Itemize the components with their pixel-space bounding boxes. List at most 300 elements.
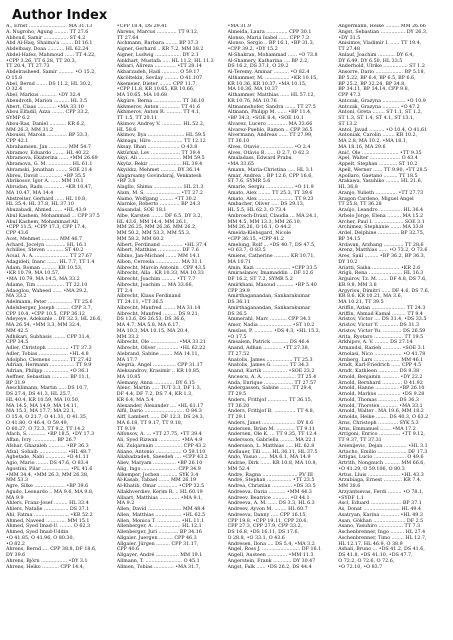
index-entry: Allen, David ...................... MM 48.4 xyxy=(116,507,205,512)
index-entry: Andreev, Ayvon M. ........ HL 60.7 xyxy=(227,507,308,512)
index-entry: Alagllo, Shima ................... HL 21.3 xyxy=(116,185,204,190)
index-entry: Arigü, Rena ...................... HL 16.3 xyxy=(338,271,424,277)
index-entry: •MA 31.9 xyxy=(227,24,251,29)
index-entry: Albrecht, Oliver .............. •HL 62.22 xyxy=(116,346,206,351)
index-entry: Artacho, Emilio ................... DF 17.3 xyxy=(338,449,428,455)
index-entry: MA 9.9 xyxy=(6,495,24,501)
index-entry: Arnold, Hanne ............... •BP 26.10 xyxy=(338,386,425,392)
index-entry: Andersen, Ole K. ... TT 9.35, TT 12.4 xyxy=(227,432,317,438)
index-entry: Allgaier, Jürgen ......... CPP 31.17, xyxy=(116,541,199,547)
index-entry: HL 43.6, MM 14.4, MM 26.1, xyxy=(116,219,189,225)
index-entry: Agbetade, Nabi ............. •O 41.11 xyxy=(6,455,89,461)
index-entry: Albe, Karsten ........ DF 6.5, DY 3.2, xyxy=(116,213,203,219)
index-entry: Asano, Yasuhiro ................ TT 7.3 xyxy=(338,524,421,530)
index-entry: Abendroth, Marion .......... HL 3.5 xyxy=(6,98,88,104)
index-entry: MA 10.65, MA 10.68 xyxy=(116,93,168,98)
index-entry: KR 10.36, KR 10.37, •MA 10.15, xyxy=(227,81,307,87)
index-entry: Aristov, Victor Yu. ............ DS 26.59 xyxy=(338,328,426,334)
index-entry: CPP 47.3 xyxy=(338,93,361,98)
index-entry: MM 58.2, MM 60.2 xyxy=(116,236,164,242)
index-entry: Alfil, Dario .......................... O 84.3 xyxy=(116,409,202,415)
index-entry: Apel, Walter .................... O 43.4 xyxy=(338,156,418,162)
index-entry: TT 20.4, TT 27.73 xyxy=(6,64,50,70)
index-entry: Anatolis, James G. .......... TT 34.3 xyxy=(227,363,309,369)
index-entry: Angerstein, Frank ............ DY 30.47 xyxy=(227,558,316,564)
index-entry: Anda, Enrique ................... TT 27.57 xyxy=(227,380,317,386)
index-entry: Abramski, Jonathan ........ SOE 21.4 xyxy=(6,167,93,173)
index-entry: A. Nugroho, Agung ......... TT 27.6 xyxy=(6,29,89,35)
index-entry: Arnold, Thomas ............. DS 36.3 xyxy=(338,397,419,403)
index-entry: Ando, Yasuo ...... MA 6.1, MA 14.9 xyxy=(227,455,311,461)
index-entry: •CPP 39.2, •DY 15.2 xyxy=(227,47,278,52)
index-entry: Appelt, Stephan ............ ST 10.2 xyxy=(338,162,418,167)
index-entry: Arnolasi, Nico .................. •O 41.78 xyxy=(338,351,426,357)
index-entry: Arnold, Walter . MA 19.6, MM 18.2 xyxy=(338,409,424,415)
index-entry: Akhmerov, Anton R. .......... TT 4.1, xyxy=(116,110,201,116)
index-entry: Andersson, Gabriella ......... MA 22.1 xyxy=(227,438,316,443)
index-entry: Andrae, Dirk ....... KR 10.8, MA 10.8, xyxy=(227,461,318,466)
index-entry: Amsalem, Patrick ........... DS 46.4 xyxy=(227,340,310,346)
index-entry: HL 35.4, HL 37.8, HL 37.10 xyxy=(6,202,74,208)
index-entry: Adler, Christoph .............. •TT 37.3 xyxy=(6,346,92,351)
index-entry: André, Stephan ................ •TT 23.5 xyxy=(227,478,315,484)
index-entry: Abreu, David ............... •BP 35.5 xyxy=(6,173,86,179)
index-entry: •BP 3.8 xyxy=(116,179,136,185)
index-entry: Alfonsov, A. ... •TT 27.75, •TT 39.4 xyxy=(116,432,202,438)
index-entry: Anders, Janet ...................... DY 8.6 xyxy=(227,420,314,426)
index-entry: Ariffin, Ahmad Kamal ......... TT 9.4 xyxy=(338,311,423,317)
index-entry: A., Ernst ......................... MA 31.13 xyxy=(6,24,93,29)
index-entry: Andreeva, A. M. ...... DS 3.3, HL 6.3 xyxy=(227,501,315,507)
index-entry: Allmann, T. ........................ O 45.1 xyxy=(116,558,200,564)
index-entry: Ahrens, Björn ................. •DY 3.1 xyxy=(6,558,88,564)
index-entry: Artus, Lluis ..................... •HL 43.3 xyxy=(338,472,424,478)
index-entry: Albrecht, Manfred ........ MA 31.14 xyxy=(116,305,201,311)
index-entry: BP 34.15 xyxy=(338,236,361,242)
index-entry: Alonso, Maria Isabel ...... CPP 7.3 xyxy=(227,35,309,41)
index-entry: Alemany, Anna ............. DY 6.15 xyxy=(116,380,195,386)
index-entry: CPP 43.6 xyxy=(6,231,29,236)
index-entry: Anderhold, Ulrike ................ ST 1.2 xyxy=(338,64,425,70)
index-entry: Amirkhani, Masoud ........... •BP 5.40 xyxy=(227,282,317,288)
index-entry: Antczak, Grazyna ........... •O 47.2 xyxy=(338,104,420,110)
index-entry: As, Donat ........................ HL 49.4 xyxy=(338,507,422,512)
index-entry: •KR 10.79, MA 10.57, xyxy=(6,271,60,277)
index-entry: BP 34.11, BP 34.14, CPP 9.8, xyxy=(338,87,410,93)
index-entry: Andreeva, Danny ..... CPP 16.15, xyxy=(227,512,307,518)
index-entry: Akbarzadeh, Hadi ........... O 59.17 xyxy=(116,70,200,75)
index-column-4 xyxy=(338,24,447,634)
index-entry: Albert, Matthias ............... DF 7.6 xyxy=(116,248,199,254)
index-entry: Abboud, Samir ................ ST 4.2 xyxy=(6,35,86,41)
index-entry: Aeschlimann, Martin ..... DS 10.7, xyxy=(6,386,89,392)
index-entry: Arnolds, Heike ........ DS 40.3, O 63.2 xyxy=(338,415,429,420)
page-title: Author Index xyxy=(12,8,108,23)
index-entry: Asatryan, Karina ............ •HL 49.3 xyxy=(338,512,423,518)
index-entry: MA 10.85 xyxy=(116,374,141,380)
index-entry: MA 4.7, MA 5.8, MA 6.17, xyxy=(116,323,181,328)
index-entry: Andersen, Brian M. ............ TT 9.11 xyxy=(227,426,315,432)
index-entry: Abuzabadi, Ahmed ...... •HL 43.9 xyxy=(6,208,87,213)
index-entry: Ancescu, A. A. ..................... TT 25.4 xyxy=(227,374,317,380)
index-entry: Ameida-Kiebsgard, Nicole xyxy=(227,231,291,236)
index-entry: Alagarsamy Govindaraj, Venkatesh xyxy=(116,173,202,179)
index-entry: MA 10.21, TT 39.5 xyxy=(338,300,384,305)
index-entry: Aigner, Gerhard .. KR 7.2, MM 38.2 xyxy=(116,47,204,52)
index-entry: Aristov, Victor Y. ............ DS 31.3 xyxy=(338,323,419,328)
index-entry: CPP 10.4, •CPP 10.5, CPP 36.12 xyxy=(6,311,85,317)
index-entry: Araújo, Leandro ............... HL 36.4 xyxy=(338,208,424,213)
index-entry: Aranjo, Yulieth .............. •TT 27.73 xyxy=(338,190,424,196)
index-entry: Amato, Alex ........ TT 25.3, TT 39.6 xyxy=(227,190,313,196)
index-entry: KR 6.4, MA 5.4 xyxy=(116,397,154,403)
index-entry: Amsüss, P. ............ •DS 4.3, •HL 15.3, xyxy=(227,328,321,334)
index-entry: Alasandal, SOE 18.1 xyxy=(116,208,167,213)
index-entry: Arita, Ryotaro ................... TT 19.5 xyxy=(338,334,424,340)
index-entry: Abd Al-Haq, Shaima'a ........ DI 16.1 xyxy=(6,41,93,47)
index-entry: Agre, Silke .................... •BP 39.6 xyxy=(6,484,89,489)
index-entry: Ahlers, Natalie ................ DS 37.1 xyxy=(6,507,90,512)
index-entry: HL 40.4, KR 10.59, MA 10.50, xyxy=(6,397,80,403)
index-entry: Arbelo Jorge, Elena ......... MA 15.2 xyxy=(338,213,424,219)
index-entry: Arzubiaga, Ernest ............ KR 7.4, xyxy=(338,478,422,484)
index-entry: Allmen, Tobias ............. •MA 31.7, xyxy=(116,564,201,570)
index-entry: Alegría, Ángel ............... CPP 31.17 xyxy=(116,363,203,369)
index-entry: Arrigoni, Enrico .............. •TT 9.12, xyxy=(338,432,425,438)
index-entry: Amar, Andrea .. BP 12.6, CPP 16.6, xyxy=(227,173,313,179)
index-entry: Altmann, Philipp M. ...... •BP 11.4, xyxy=(227,110,312,116)
index-entry: Akgüre, Berna .................. TT 36.10 xyxy=(116,98,205,104)
index-entry: Arns, Emmanuel ....... •MA 17.2 xyxy=(338,426,416,432)
index-entry: Ahmed, Syed Imad-Uddin xyxy=(6,530,69,535)
index-entry: Althammer, Matthias ...... HL 57.12, xyxy=(227,93,316,98)
index-entry: •O 41.29, O 59.106, O 80.3 xyxy=(338,466,405,472)
index-entry: KR 10.76, MA 10.76 xyxy=(227,98,277,104)
index-entry: Adame, Tim .................. TT 22.10 xyxy=(6,282,88,288)
index-entry: O 15.4, O 21.7, O 41.31, O 41.35, xyxy=(6,415,88,420)
index-entry: ST 7.6, SYMR 5.6 xyxy=(227,179,271,185)
index-entry: O 72.2, O 72.6, O 72.6, xyxy=(338,558,395,564)
index-entry: BP 5.22, BP 6.4, BP 6.5, BP 6.6, xyxy=(338,75,416,81)
index-entry: Akyüz, Bekir ..................... HL 39.4 xyxy=(116,162,203,167)
index-entry: Ahmed, Syed Imad-U. ........ O 62.3 xyxy=(6,524,90,530)
index-entry: Antczak, Grazyna ............... •O 10.9 xyxy=(338,98,426,104)
index-entry: TT 2.4 xyxy=(116,288,133,294)
index-entry: •O 72.10, •O 83.7 xyxy=(338,564,383,570)
index-entry: Albrecht, Manfred ......... DS 9.21, xyxy=(116,311,200,317)
index-entry: Amarie, Sergiu .................. •O 11.9 xyxy=(227,185,314,190)
index-entry: Akcöltekin, Sevilay ......... O 41.107 xyxy=(116,75,203,81)
index-entry: TT 29.5 xyxy=(227,392,247,397)
index-entry: Ares, Saúl ......... •BP 36.2, BP 36.3, xyxy=(338,254,426,259)
index-entry: MA 15.3, MA 17.7, MA 22.1, xyxy=(6,409,76,415)
index-entry: KR 8.6, KR 10.21, MA 3.6, xyxy=(338,294,403,300)
index-entry: Adaoglou, Waheed ...... •MA 29.2, xyxy=(6,288,89,294)
index-entry: Aschenbrenner, Ingo ......... HL 27.4 xyxy=(338,530,426,535)
index-entry: Abramov, Eduardo ........ HL 40.22 xyxy=(6,150,89,156)
index-entry: Abert, Claas ............ •MA 33.10 xyxy=(6,104,84,110)
index-entry: O 60.27, O 72.3, TT 9.2, TT 14.2 xyxy=(6,426,85,432)
index-entry: DS 16.2, DS 37.1, O 29.2 xyxy=(227,64,289,70)
index-entry: Allgayer, André ............... MM 19.1 xyxy=(116,553,203,558)
index-entry: Althammer, M. ................ •KR 10.15, xyxy=(227,75,318,81)
index-entry: Abdelbasy, Doaa ........... HL 62.24 xyxy=(6,47,89,52)
index-entry: TT 24.11, •TT 36.5 xyxy=(116,300,164,305)
index-entry: Ambacher, Oliver ..... DS 29.13, xyxy=(227,202,305,208)
index-entry: Abel, Bernd ....... DS 11.2, HL 30.2, xyxy=(6,81,92,87)
index-entry: MM 42.5 xyxy=(6,328,29,334)
index-entry: TT 27.64 xyxy=(116,35,139,41)
index-entry: Albon, Cerveila ................ MA 31.1 xyxy=(116,259,203,265)
index-entry: Akbari, Alireza .............. •TT 28.14 xyxy=(116,64,202,70)
index-entry: Adelsberger, Joseph ......... CPP 3.7, xyxy=(6,305,93,311)
index-entry: Amann, Maria-Christina ..... HL 3.1 xyxy=(227,167,314,173)
index-entry: MA 2.8, MA 10.2, •MA 18.1, xyxy=(338,139,408,144)
index-entry: Angel, Ross J. ......................... DF 16.1 xyxy=(227,547,322,553)
index-entry: Ahlers, Franz-Josef ......... HL 33.4 xyxy=(6,501,89,507)
index-entry: DY 10.2 xyxy=(338,259,358,265)
index-entry: KR 9.8, MM 3.8 xyxy=(338,282,377,288)
index-entry: Ahrens, Marcus ............. TT 9.12, xyxy=(116,29,199,35)
index-entry: TT 29.1 xyxy=(227,415,247,420)
index-entry: Abrikosov, Igor A. ...... MM 10.1 xyxy=(6,179,84,185)
index-entry: Archer, Paul I. ................... SOE 3.1 xyxy=(338,219,425,225)
index-entry: Anlauf, Joachim ........... DY 6.4, xyxy=(338,52,414,58)
index-entry: MA 18.16, MA 29.6 xyxy=(338,144,386,150)
index-entry: Alenc, Martin ..... TUT 3.3, DF 1.3, xyxy=(116,386,202,392)
index-entry: Anders, Frithjof B. .............. TT 4.8, xyxy=(227,409,315,415)
index-entry: Archimez, Stephanie ....... MA 33.8 xyxy=(338,225,424,231)
index-entry: Albrecht, Klaus Ferdinand xyxy=(116,294,181,300)
index-entry: Alamo, Wolfgang ......... •TT 30.2 xyxy=(116,196,197,202)
index-entry: Al-Kasab, Tabael ....... MM 26.19 xyxy=(116,478,197,484)
index-entry: Al-Shamery, Katharina .... BP 2.2, xyxy=(227,58,309,64)
index-column-3 xyxy=(228,24,337,634)
index-entry: Ahmed, Naveed ............. MM 15.1 xyxy=(6,518,90,524)
index-entry: Abstreiter, Gerhard ...... HL 10.8, xyxy=(6,196,87,202)
index-entry: Akyi, Ali ............................ MM 59.5 xyxy=(116,156,205,162)
index-entry: Ascl, Eduard .................... BP 37.1 xyxy=(338,501,422,507)
index-entry: Arenz, Matthias ...... •O 73.2, O 73.6 xyxy=(338,248,428,254)
index-entry: Albert, Ferdinand .............. •HL 37.4 xyxy=(116,242,207,248)
index-entry: Aliev, Maryam ............... •BP 26.10 xyxy=(116,461,203,466)
index-entry: Amaladass, Edward Prabu xyxy=(227,156,292,162)
index-entry: Alff, Lambert ...... DF 12.3, DS 24.3, xyxy=(116,415,205,420)
index-entry: Anić, Ole ........................ •TT 9.35 xyxy=(338,150,422,156)
index-entry: Adler, Tobias ................... •HL 4.8 xyxy=(6,351,89,357)
index-entry: Al-Teremy, Ammar .......... •O 82.4 xyxy=(227,70,310,75)
index-entry: Alonso, Sergio .. BP 16.1, •BP 31.3, xyxy=(227,41,315,47)
index-entry: Andre, Ragna ....................... PV III xyxy=(227,472,313,478)
index-entry: TT 36.20 xyxy=(227,403,250,409)
index-entry: Altmannshofer, Sandra ....... TT 27.5 xyxy=(227,104,316,110)
index-entry: MA 17.7 xyxy=(116,357,138,363)
index-entry: Angermann, Heike ......... MM 26.66 xyxy=(338,24,426,29)
index-entry: CPP 27.3, CPP 27.9, CPP 33.2, xyxy=(227,524,303,530)
index-entry: Ardavan, Arzhang ............. TT 28.6 xyxy=(338,242,424,248)
index-entry: •MM 34.4, •MM 26.3, MM 26.38, xyxy=(6,472,89,478)
index-entry: Affan, Ivry ............... BP 26.7 xyxy=(6,438,77,443)
index-entry: Arnold, Thorsten ........... •MA 33.1 xyxy=(338,403,423,409)
index-entry: MA 26.54, •MM 3.3, MM 32.4, xyxy=(6,323,82,328)
index-entry: Adrian, Philipp ................ •O 36.1 xyxy=(6,369,89,374)
index-entry: DY 39.6 xyxy=(6,553,26,558)
index-entry: MA 33.2 xyxy=(6,294,27,300)
index-entry: MM 4.5, MM 13.3, MM 26.10, xyxy=(227,219,302,225)
index-entry: •DY 31.5 xyxy=(338,35,361,41)
index-entry: Andresen, Ilona .... DS 5.4, •MA 3.2 xyxy=(227,541,315,547)
index-entry: Andergassen, Sabine ....... TT 29.4, xyxy=(227,386,313,392)
index-entry: Allaart, Matthias ............. •MA 9.1, xyxy=(116,495,203,501)
index-entry: Aichmann, Barbara ........ BP 37.3 xyxy=(116,41,199,47)
index-entry: TT 27.52 xyxy=(227,351,250,357)
index-entry: Ashali, Bruno ... •DS 41.2, DS 41.6, xyxy=(338,547,425,553)
index-entry: Almeida, Laura .............. CPP 30.1 xyxy=(227,29,312,35)
index-entry: MA 10.36, MA 10.37 xyxy=(227,87,278,93)
index-entry: Ahrens, Heiko ........... CPP 14.4, xyxy=(6,564,85,570)
index-entry: Aliano, Antonio ................. O 59.110 xyxy=(116,449,206,455)
index-entry: •CPP 36.15, •CPP 41.2 xyxy=(227,236,284,242)
index-entry: Arzyantsevas, Ferdi ......... •O 78.1, xyxy=(338,489,424,495)
index-entry: •CPP 11.8, KR 10.65, KR 10.66, xyxy=(116,87,195,93)
index-entry: Ariatti, Saiha .................. •KR 2.6 xyxy=(338,265,421,271)
index-entry: ST 1.3, ST 1.4, ST 4.1, ST 13.1, xyxy=(338,116,415,121)
index-entry: TT 25.8, TT 36.28 xyxy=(338,202,382,208)
index-entry: Arnold, Markus ............... •DS 9.28 xyxy=(338,392,425,397)
index-entry: Abou Elfadil, Azza ........ CPP 33.2, xyxy=(6,110,90,116)
index-entry: Aliabadzadeh, Saeedeh .... •CPP 43.2 xyxy=(116,455,208,461)
index-entry: Adelmann, Peter ................ TT 25.6 xyxy=(6,300,93,305)
index-entry: DS 36.11 xyxy=(227,300,250,305)
index-entry: Anisimov, Vladimir I. ...... TT 19.4, xyxy=(338,41,422,47)
index-entry: BP 31.9 xyxy=(6,380,25,386)
index-entry: Abul Kashem, Mohammad Ali xyxy=(6,219,78,225)
index-entry: Allen, Matthias ................. •HL 62.5 xyxy=(116,512,206,518)
index-entry: •SYDF 1.1 xyxy=(338,495,364,501)
index-entry: Ainkhart, Mustafa ..... HL 11.2, HL 11.3 xyxy=(116,58,214,64)
index-entry: Al-Khatib, Omar ............. •CPP 32.5 xyxy=(116,484,205,489)
index-entry: Abel, Markus ........... •DY 32.4 xyxy=(6,93,81,98)
index-entry: Andersson, L. Matthias ..... HL 62.8 xyxy=(227,443,315,449)
index-entry: DS 36.5 xyxy=(227,311,247,317)
index-entry: Ansorre, Dario .................. BP 5.18, xyxy=(338,70,426,75)
index-column-2 xyxy=(117,24,226,634)
index-entry: DS 41.8, •DS 41.10, •DS 47.7, xyxy=(338,553,413,558)
index-entry: Allen, Monica T. ............... •HL 11.1 xyxy=(116,518,205,524)
index-entry: TT 1.5, TT 20.11 xyxy=(116,116,158,121)
index-entry: Arsenijevic, Dejan ............... •HL 3.1 xyxy=(338,443,428,449)
index-entry: DF 4.4, DF 7.2, DS 7.4, KR 1.3, xyxy=(116,392,193,397)
index-entry: Aeffner, Sebastian ........... BP 11.1, xyxy=(6,374,91,380)
index-column-1 xyxy=(6,24,115,634)
index-entry: MM 38.6 xyxy=(338,484,361,489)
index-entry: Andreeva, Daria ........... •MM 44.3 xyxy=(227,489,312,495)
index-entry: HL 36.8 xyxy=(338,185,358,190)
index-entry: O 32.4 xyxy=(6,87,23,93)
index-entry: Abul Kashem, Mohammad ... CPP 37.5 xyxy=(6,213,100,219)
index-entry: Akemeier, Dieter ........ CPP 11.7, xyxy=(116,81,197,87)
index-entry: Amelung, Rolf ... •DS 40.7, DS 47.5, xyxy=(227,242,316,248)
index-entry: Aboussi, Maroin ............. BP 33.3, xyxy=(6,133,89,139)
index-entry: Amor, Nadia ..................... •ST 10.2 xyxy=(227,323,315,328)
index-entry: Andrea, Christian ............. •DS 33.5 xyxy=(227,484,316,489)
index-entry: O 41.80, O 46.4, O 59.49, xyxy=(6,420,69,426)
index-entry: Alam, M. S. ...................... •TT 27.2 xyxy=(116,190,203,196)
index-entry: O 15.8 xyxy=(6,75,23,81)
index-entry: Arndt, Karl-Friedrich ...... CPP 4.5 xyxy=(338,363,422,369)
index-entry: CPP 34.5 xyxy=(6,340,29,346)
index-entry: Angst, Falk ...... •DS 26.2, DS 44.4 xyxy=(227,564,312,570)
index-entry: MA 9.2 xyxy=(116,501,135,507)
index-entry: Alvarez, Lucero ............. MA 33.66 xyxy=(227,121,313,127)
index-entry: Angst, Sebastian ................ DY 26.3, xyxy=(338,29,428,35)
index-entry: Aleksandrov, Krasimir .. KR 10.85, xyxy=(116,369,201,374)
index-entry: Adagideli, Inanc ....... HL 7.7, TT 1.4 xyxy=(6,259,95,265)
index-entry: •BP 34.3, •SOE 8.4, •SOE 10.1 xyxy=(227,116,304,121)
index-entry: Anand, Kartik ................ •SOE 23.2 xyxy=(227,369,315,374)
index-entry: Aragon Cardeno, Miguel Angel xyxy=(338,196,414,202)
index-entry: Albino, Jan-Michael ....... MM 14.1 xyxy=(116,254,201,259)
index-entry: Apell, Werner ...... TT 9.90, •TT 28.5 xyxy=(338,167,428,173)
index-entry: Achard, Jocelyn ............. HL 16.1 xyxy=(6,242,87,248)
index-entry: •CPP 18.4, DS 29.41 xyxy=(116,24,168,29)
index-entry: DS 27.4, DS 41.3, HL 25.7, xyxy=(6,392,72,397)
index-entry: Adam, Roman .......... KR 10.53, xyxy=(6,265,83,271)
index-entry: Amirthaganandan, Sankarakumar xyxy=(227,294,311,300)
index-entry: Agio, Mario ........ DS 47.6, O 83.4 xyxy=(6,461,89,466)
index-entry: Anders, Frithjof ............. TT 36.15, xyxy=(227,397,313,403)
index-entry: CPP 39.9 xyxy=(227,288,250,294)
index-entry: SYMP 6.2 xyxy=(6,116,30,121)
index-entry: •O 17.5 xyxy=(227,334,247,340)
index-entry: Aksay, Ilhan ..................... O 43.8 xyxy=(116,144,198,150)
index-entry: MM 50.2, MM 53.3, MM 55.3, xyxy=(116,231,191,236)
index-entry: Albrecht, Ole .................. •MA 33.21 xyxy=(116,340,206,346)
index-entry: Arguirov, Tz. M. ...... DF 4.8, DS 7.6, xyxy=(338,277,427,282)
index-entry: Abrudan, Radu ............. •KR 10.47, xyxy=(6,185,93,190)
index-entry: HL 5.5, HL 62.3, O 73.4 xyxy=(227,208,286,213)
index-entry: Albrecht, Joachim ... MA 33.66, xyxy=(116,282,194,288)
index-entry: Allenberger, A. ................. HL 12.1 xyxy=(116,524,202,530)
index-entry: Abou-Ras, Daniel ........... KR 6.2, xyxy=(6,121,86,127)
index-entry: Akhmerov, Anton ............. TT 41.6 xyxy=(116,104,200,110)
index-entry: Andlauer, Till ...... HL 36.11, HL 37.5 xyxy=(227,449,318,455)
index-entry: Allakhverdiev, Kerim R. .. HL 60.19 xyxy=(116,489,203,495)
index-entry: Ardel, Delphine .............. BP 32.75, xyxy=(338,231,425,236)
index-entry: Armandsi, Razieh ............ •SOE 3.1 xyxy=(338,346,426,351)
index-entry: Albrecht, Marcin Antonin . CPP 43.5 xyxy=(116,265,206,271)
index-entry: Al-Shakran, Mohammad ...... •O 73.8 xyxy=(227,52,318,58)
index-entry: Amin, Kazi ....................... •CPP 33.5 xyxy=(227,265,317,271)
index-entry: Anand, Adhan ............ •TT 27.38, xyxy=(227,346,310,351)
index-entry: Adeyeye, Adekunle .. DY 32.3, HL 26.6, xyxy=(6,317,102,323)
index-entry: Ahrens, Bernd .... CPP 38.8, DF 18.6, xyxy=(6,547,97,553)
index-entry: Alkemper, Jochen ........... SYK 3.4 xyxy=(116,472,199,478)
index-entry: MA 10.47, MA 14.4 xyxy=(6,190,54,196)
index-entry: Achilles, Steven ........... ST 40.2 xyxy=(6,248,84,254)
index-entry: TT 27.48 xyxy=(338,47,360,52)
index-entry: Abramova, Ekaterina ...... •MM 26.69 xyxy=(6,156,98,162)
index-entry: ST 13.2 xyxy=(338,121,357,127)
index-entry: Antol, Javad .......... •O 10.4, O 41.61 xyxy=(338,127,428,133)
index-entry: Amirthaganandan, Sankarakumar xyxy=(227,305,311,311)
index-entry: Akinaga, Hiro .................... TT 12.12 xyxy=(116,139,206,144)
index-entry: CPP 40.6 xyxy=(116,547,140,553)
index-entry: Alves, Otavio ..................... •O 2.4 xyxy=(227,144,311,150)
index-entry: MM 53.3 xyxy=(6,478,29,484)
index-entry: Alarnke, Roberto ............. BP 24.3 xyxy=(116,202,201,208)
index-entry: Akyıldız, Mehmet .......... DY 36.14 xyxy=(116,167,200,173)
